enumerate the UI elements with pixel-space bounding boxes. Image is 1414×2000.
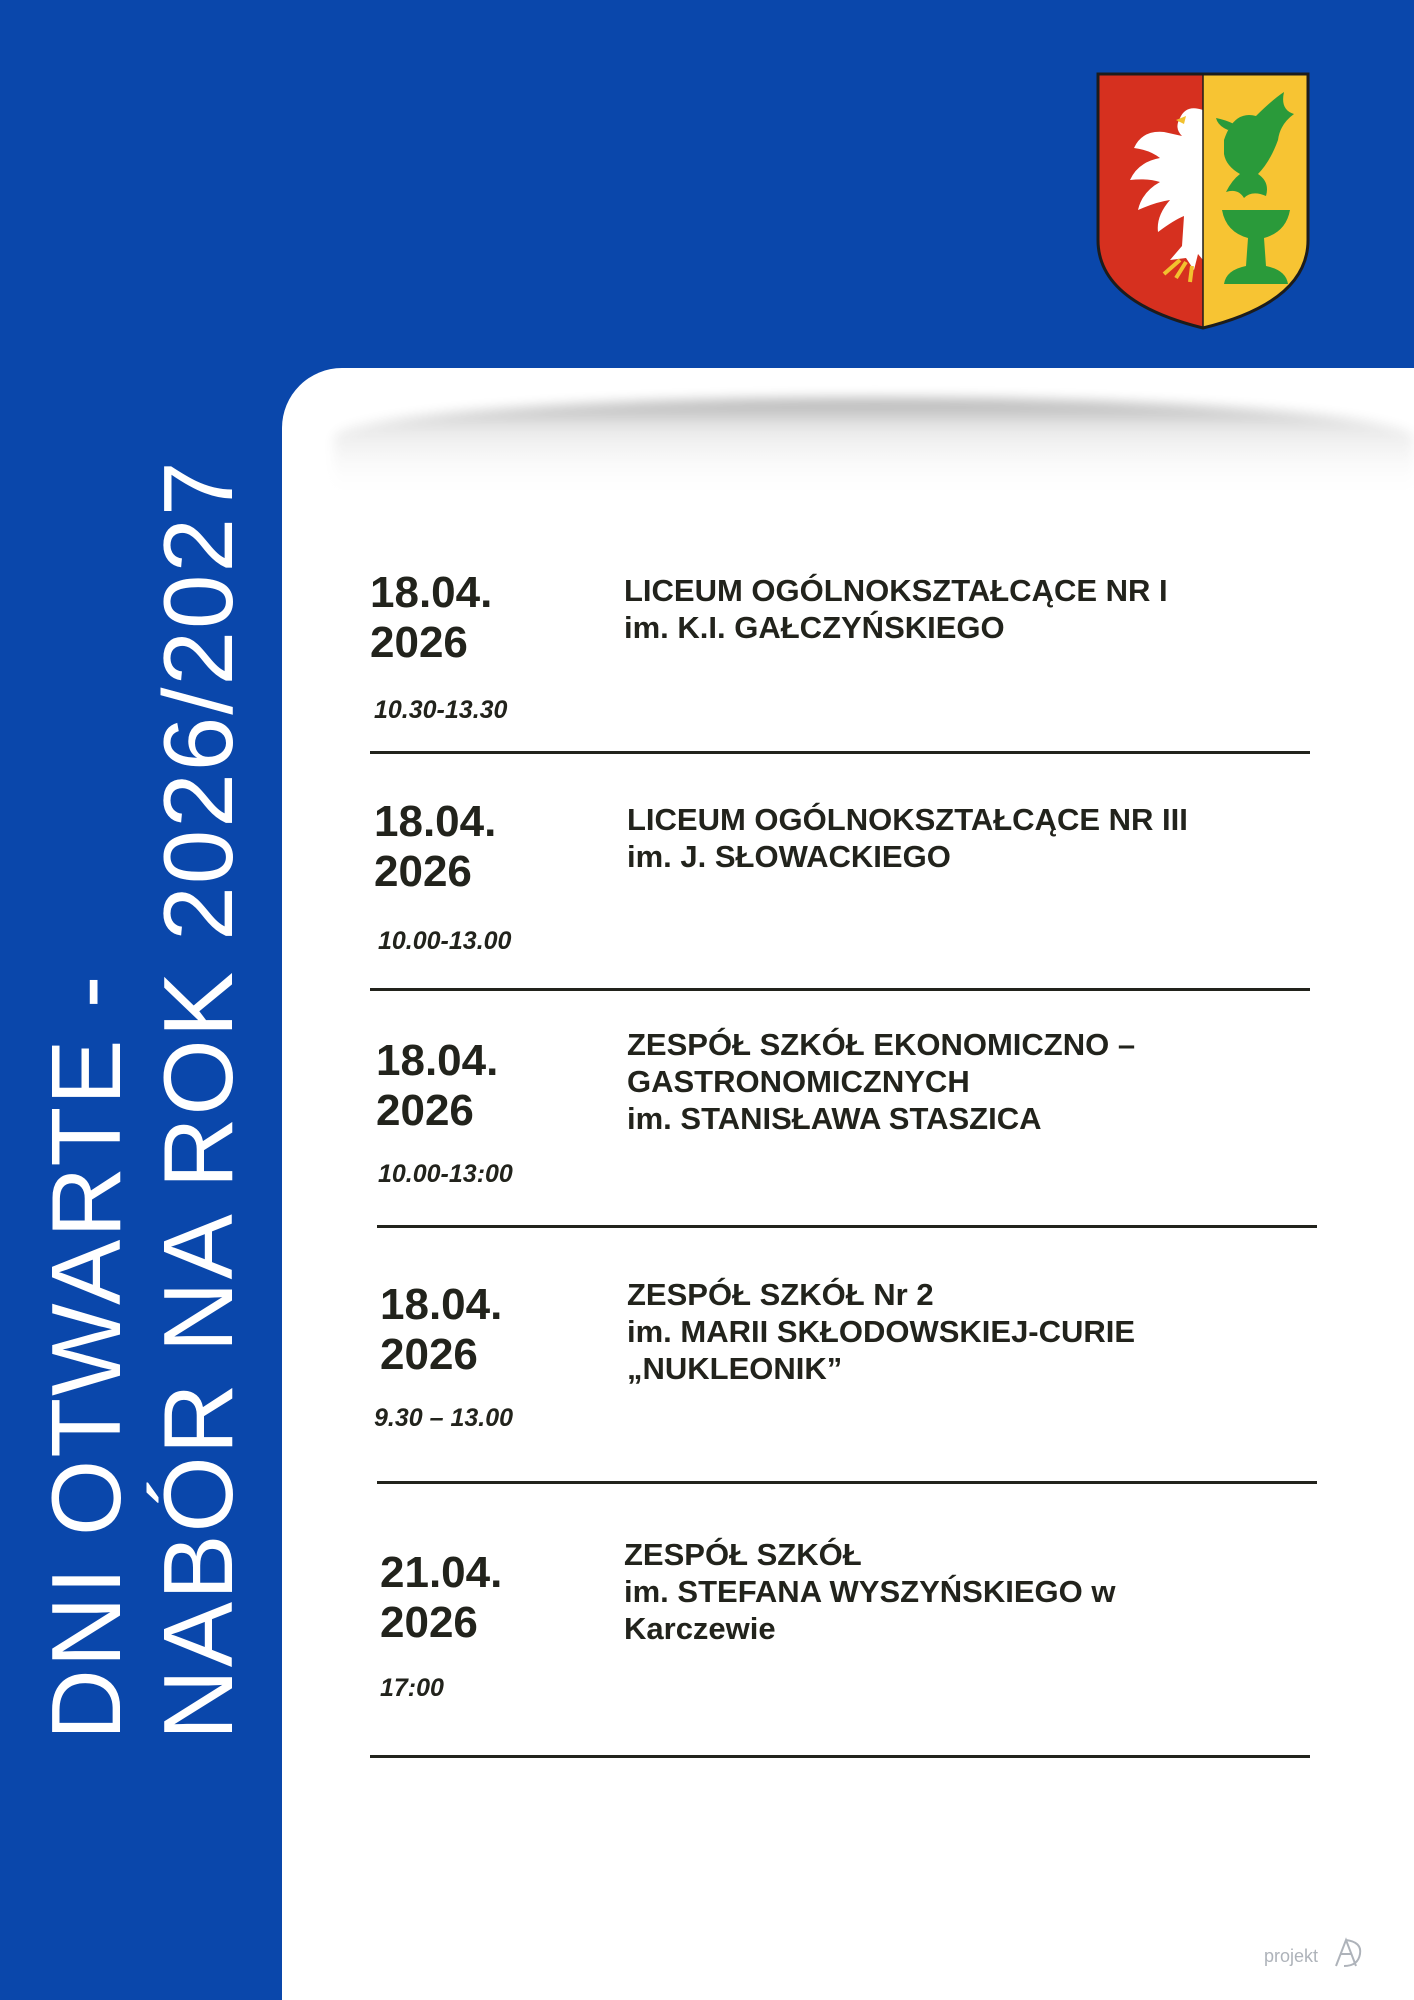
entry-school: ZESPÓŁ SZKÓŁ im. STEFANA WYSZYŃSKIEGO w Karczewie [624,1537,1116,1646]
watermark-text: projekt [1264,1946,1319,1966]
entry-time: 10.00-13.00 [378,927,512,955]
entry-school: LICEUM OGÓLNOKSZTAŁCĄCE NR I im. K.I. GAŁCZYŃSKIEGO [624,573,1168,645]
entry-date: 18.04. 2026 [376,1036,499,1135]
title-line-2: NABÓR NA ROK 2026/2027 [143,459,253,1740]
divider [370,751,1310,754]
title-line-1: DNI OTWARTE - [31,973,141,1740]
shadow-fade [300,430,1414,550]
entry-school: LICEUM OGÓLNOKSZTAŁCĄCE NR III im. J. SŁOWACKIEGO [627,802,1188,874]
entry-date: 18.04. 2026 [380,1280,503,1379]
entry-date: 21.04. 2026 [380,1548,503,1647]
entry-school: ZESPÓŁ SZKÓŁ Nr 2 im. MARII SKŁODOWSKIEJ-CURIE „NUKLEONIK” [627,1277,1136,1386]
divider [370,988,1310,991]
page-title [30,200,254,1740]
entry-school: ZESPÓŁ SZKÓŁ EKONOMICZNO – GASTRONOMICZNYCH im. STANISŁAWA STASZICA [627,1027,1136,1136]
entry-time: 10.30-13.30 [374,696,508,724]
divider [377,1481,1317,1484]
entry-time: 9.30 – 13.00 [374,1404,514,1432]
divider [370,1755,1310,1758]
watermark-logo-icon [1330,1936,1364,1970]
coat-of-arms-icon [1094,70,1312,332]
entry-time: 17:00 [380,1674,444,1702]
entry-time: 10.00-13:00 [378,1160,513,1188]
divider [377,1225,1317,1228]
entry-date: 18.04. 2026 [374,797,497,896]
entry-date: 18.04. 2026 [370,568,493,667]
